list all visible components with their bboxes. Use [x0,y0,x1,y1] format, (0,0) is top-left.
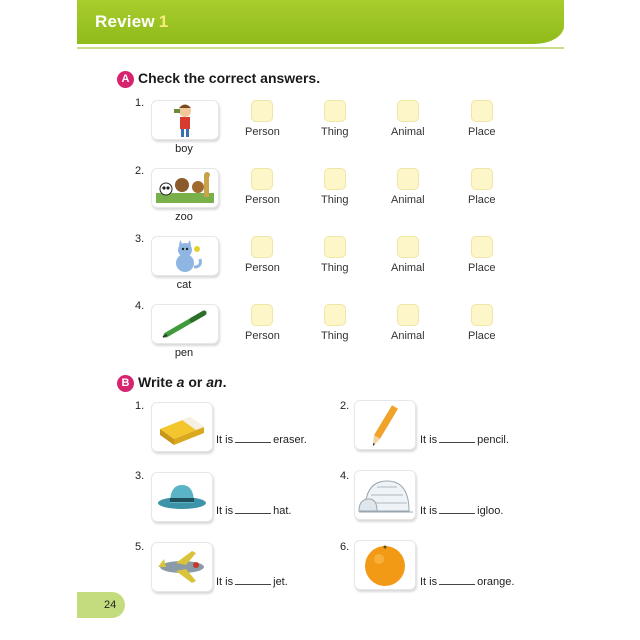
item-b5-word: jet. [273,576,288,588]
page-number-tab [77,592,125,618]
item-a3-animal-label: Animal [391,262,425,274]
item-b6-blank[interactable] [439,575,475,585]
item-b3-prefix: It is [216,505,234,517]
igloo-icon [355,471,415,519]
section-b-instruction-an: an [206,374,223,390]
item-a2-place-label: Place [468,194,496,206]
item-a2-animal-checkbox[interactable] [397,168,419,190]
item-a1-place-checkbox[interactable] [471,100,493,122]
review-header [77,0,564,44]
item-a2-thing-label: Thing [321,194,349,206]
item-a1-picture [151,100,219,140]
item-a2-place-checkbox[interactable] [471,168,493,190]
item-a4-animal-label: Animal [391,330,425,342]
boy-icon [152,101,218,139]
item-a4-place-checkbox[interactable] [471,304,493,326]
item-b3-blank[interactable] [235,504,271,514]
pen-icon [152,305,218,343]
item-a2-picture [151,168,219,208]
item-a1-word: boy [175,143,193,155]
pencil-icon [355,401,415,449]
item-b2-sentence [420,433,509,446]
hat-icon [152,473,212,521]
section-b-instruction-pre: Write [138,374,177,390]
item-a3-place-checkbox[interactable] [471,236,493,258]
item-a1-person-label: Person [245,126,280,138]
item-b2-prefix: It is [420,434,438,446]
item-a3-animal-checkbox[interactable] [397,236,419,258]
page-number: 24 [104,599,117,611]
item-a4-thing-label: Thing [321,330,349,342]
item-b5-blank[interactable] [235,575,271,585]
section-b-instruction-mid: or [184,374,207,390]
item-a1-number: 1. [135,97,145,109]
item-a3-person-checkbox[interactable] [251,236,273,258]
item-b1-word: eraser. [273,434,307,446]
item-b3-number: 3. [135,470,145,482]
item-a1-place-label: Place [468,126,496,138]
cat-icon [152,237,218,275]
item-b5-number: 5. [135,541,145,553]
item-a3-word: cat [176,279,192,291]
item-b3-word: hat. [273,505,292,517]
jet-icon [152,543,212,591]
item-b6-prefix: It is [420,576,438,588]
item-b6-number: 6. [340,541,350,553]
item-a1-animal-label: Animal [391,126,425,138]
item-b2-picture [354,400,416,450]
item-b4-blank[interactable] [439,504,475,514]
item-a3-number: 3. [135,233,145,245]
page-title [95,12,168,32]
item-a1-person-checkbox[interactable] [251,100,273,122]
section-b-instruction-end: . [222,374,227,390]
item-b6-sentence [420,575,514,588]
item-a3-thing-label: Thing [321,262,349,274]
item-a2-person-checkbox[interactable] [251,168,273,190]
section-b-heading [117,374,226,392]
item-b1-prefix: It is [216,434,234,446]
item-a2-thing-checkbox[interactable] [324,168,346,190]
item-b1-picture [151,402,213,452]
item-a4-picture [151,304,219,344]
item-a2-person-label: Person [245,194,280,206]
item-a4-place-label: Place [468,330,496,342]
section-b-instruction-a: a [176,374,185,390]
section-b-badge: B [117,375,134,392]
section-a-instruction: Check the correct answers. [138,70,321,86]
item-a1-thing-checkbox[interactable] [324,100,346,122]
item-b2-word: pencil. [477,434,509,446]
item-b6-picture [354,540,416,590]
section-a-heading [117,70,320,88]
item-a3-thing-checkbox[interactable] [324,236,346,258]
item-b4-prefix: It is [420,505,438,517]
zoo-icon [152,169,218,207]
eraser-icon [152,403,212,451]
item-a4-number: 4. [135,300,145,312]
item-b6-word: orange. [477,576,515,588]
item-a3-picture [151,236,219,276]
item-a4-thing-checkbox[interactable] [324,304,346,326]
orange-icon [355,541,415,589]
item-a2-word: zoo [175,211,193,223]
item-b5-sentence [216,575,288,588]
item-b3-picture [151,472,213,522]
item-a3-place-label: Place [468,262,496,274]
item-a4-person-checkbox[interactable] [251,304,273,326]
item-b2-blank[interactable] [439,433,475,443]
item-a2-number: 2. [135,165,145,177]
item-b4-sentence [420,504,503,517]
section-a-badge: A [117,71,134,88]
item-a2-animal-label: Animal [391,194,425,206]
item-b1-sentence [216,433,307,446]
header-title-text: Review [95,12,155,31]
item-b4-word: igloo. [477,505,504,517]
item-a4-person-label: Person [245,330,280,342]
item-b1-number: 1. [135,400,145,412]
item-b4-number: 4. [340,470,350,482]
header-number: 1 [158,12,169,31]
item-a3-person-label: Person [245,262,280,274]
item-b4-picture [354,470,416,520]
item-b5-picture [151,542,213,592]
item-a4-animal-checkbox[interactable] [397,304,419,326]
item-b5-prefix: It is [216,576,234,588]
item-a4-word: pen [174,347,194,359]
item-b3-sentence [216,504,291,517]
item-a1-animal-checkbox[interactable] [397,100,419,122]
item-b2-number: 2. [340,400,350,412]
item-a1-thing-label: Thing [321,126,349,138]
header-divider [77,47,564,49]
item-b1-blank[interactable] [235,433,271,443]
